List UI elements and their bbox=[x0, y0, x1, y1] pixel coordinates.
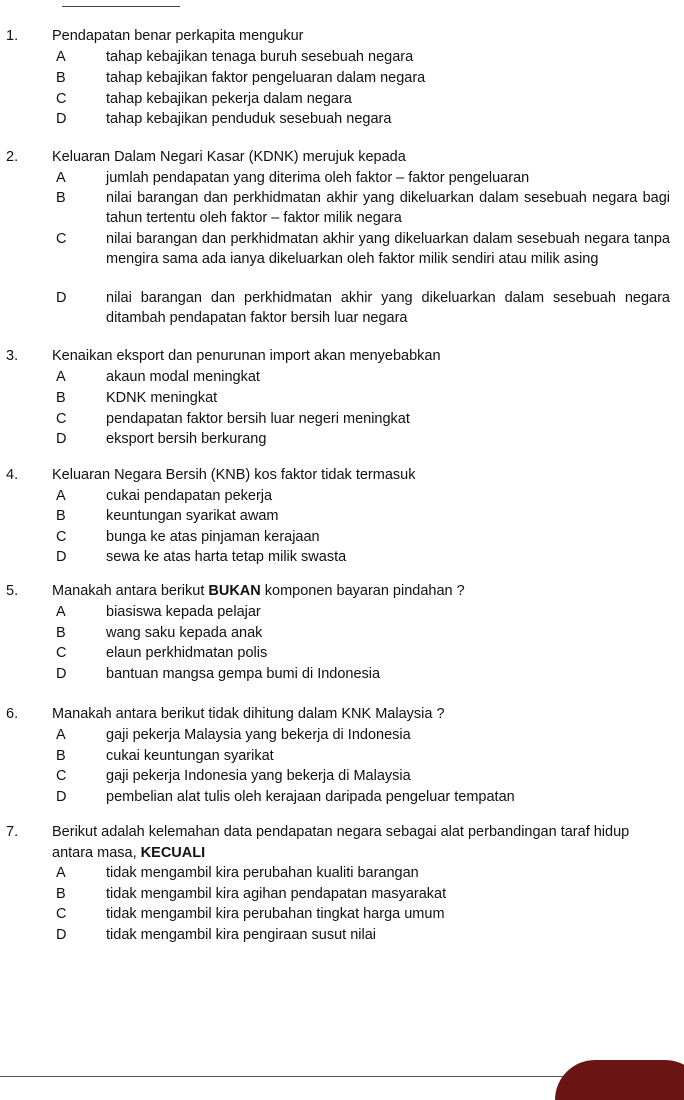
option-text: elaun perkhidmatan polis bbox=[106, 645, 268, 661]
option-letter: C bbox=[56, 906, 67, 922]
option-letter: A bbox=[56, 488, 66, 504]
question-stem: Kenaikan eksport dan penurunan import akan menyebabkan bbox=[52, 348, 441, 364]
option-text: gaji pekerja Indonesia yang bekerja di Malaysia bbox=[106, 768, 411, 784]
option-letter: D bbox=[56, 549, 67, 565]
option-letter: A bbox=[56, 170, 66, 186]
option-letter: D bbox=[56, 290, 67, 306]
option-letter: D bbox=[56, 431, 67, 447]
question-number: 2. bbox=[6, 149, 19, 165]
option-letter: C bbox=[56, 91, 67, 107]
question-number: 3. bbox=[6, 348, 19, 364]
option-letter: B bbox=[56, 625, 66, 641]
question-number: 5. bbox=[6, 583, 19, 599]
option-text: biasiswa kepada pelajar bbox=[106, 604, 261, 620]
question-stem bbox=[52, 582, 667, 600]
bottom-corner-shape bbox=[555, 1060, 684, 1100]
option-letter: C bbox=[56, 231, 67, 247]
option-text: sewa ke atas harta tetap milik swasta bbox=[106, 549, 347, 565]
question-number: 1. bbox=[6, 28, 19, 44]
option-letter: C bbox=[56, 645, 67, 661]
option-text: gaji pekerja Malaysia yang bekerja di Indonesia bbox=[106, 727, 411, 743]
question-stem: Keluaran Negara Bersih (KNB) kos faktor tidak termasuk bbox=[52, 467, 416, 483]
option-text: bantuan mangsa gempa bumi di Indonesia bbox=[106, 666, 381, 682]
option-text: tahap kebajikan pekerja dalam negara bbox=[106, 91, 352, 107]
option-letter: B bbox=[56, 190, 66, 206]
option-letter: D bbox=[56, 666, 67, 682]
option-text: pembelian alat tulis oleh kerajaan daripada pengeluar tempatan bbox=[106, 789, 515, 805]
question-stem: Manakah antara berikut tidak dihitung dalam KNK Malaysia ? bbox=[52, 706, 445, 722]
question-number: 4. bbox=[6, 467, 19, 483]
stem-text: antara masa, bbox=[52, 845, 141, 861]
question-stem: Keluaran Dalam Negari Kasar (KDNK) merujuk kepada bbox=[52, 149, 406, 165]
stem-text: komponen bayaran pindahan ? bbox=[260, 583, 465, 599]
option-text: keuntungan syarikat awam bbox=[106, 508, 279, 524]
option-letter: B bbox=[56, 748, 66, 764]
option-letter: D bbox=[56, 111, 67, 127]
option-letter: A bbox=[56, 604, 66, 620]
question-number: 7. bbox=[6, 824, 19, 840]
option-letter: D bbox=[56, 927, 67, 943]
option-letter: A bbox=[56, 49, 66, 65]
option-text: tidak mengambil kira perubahan kualiti barangan bbox=[106, 865, 419, 881]
option-text: tidak mengambil kira agihan pendapatan masyarakat bbox=[106, 886, 447, 902]
option-letter: A bbox=[56, 369, 66, 385]
top-rule bbox=[62, 6, 180, 7]
option-text: nilai barangan dan perkhidmatan akhir yang dikeluarkan dalam sesebuah negara tanpa mengira sama ada ianya dikeluarkan oleh faktor milik sendiri atau milik asing bbox=[106, 231, 670, 267]
option-letter: B bbox=[56, 886, 66, 902]
option-text: nilai barangan dan perkhidmatan akhir yang dikeluarkan dalam sesebuah negara ditambah pendapatan faktor bersih luar negara bbox=[106, 290, 670, 326]
option-letter: C bbox=[56, 411, 67, 427]
option-text: jumlah pendapatan yang diterima oleh faktor – faktor pengeluaran bbox=[106, 170, 530, 186]
option-text: akaun modal meningkat bbox=[106, 369, 260, 385]
option-text: tahap kebajikan faktor pengeluaran dalam negara bbox=[106, 70, 426, 86]
question-number: 6. bbox=[6, 706, 19, 722]
option-text: bunga ke atas pinjaman kerajaan bbox=[106, 529, 320, 545]
option-letter: C bbox=[56, 768, 67, 784]
option-letter: D bbox=[56, 789, 67, 805]
question-stem-line-1: Berikut adalah kelemahan data pendapatan negara sebagai alat perbandingan taraf hidup bbox=[52, 824, 630, 840]
question-stem-line-2 bbox=[52, 844, 667, 862]
option-text: KDNK meningkat bbox=[106, 390, 218, 406]
option-text: nilai barangan dan perkhidmatan akhir yang dikeluarkan dalam sesebuah negara bagi tahun tertentu oleh faktor – faktor milik negara bbox=[106, 190, 670, 226]
option-text: tidak mengambil kira pengiraan susut nilai bbox=[106, 927, 377, 943]
stem-emphasis: BUKAN bbox=[208, 583, 261, 599]
option-letter: A bbox=[56, 727, 66, 743]
option-letter: A bbox=[56, 865, 66, 881]
option-text: eksport bersih berkurang bbox=[106, 431, 267, 447]
option-letter: B bbox=[56, 390, 66, 406]
option-letter: C bbox=[56, 529, 67, 545]
option-text: tidak mengambil kira perubahan tingkat harga umum bbox=[106, 906, 445, 922]
option-text: tahap kebajikan penduduk sesebuah negara bbox=[106, 111, 392, 127]
stem-emphasis: KECUALI bbox=[140, 845, 206, 861]
option-text: pendapatan faktor bersih luar negeri meningkat bbox=[106, 411, 410, 427]
option-text: tahap kebajikan tenaga buruh sesebuah negara bbox=[106, 49, 414, 65]
question-stem: Pendapatan benar perkapita mengukur bbox=[52, 28, 304, 44]
option-letter: B bbox=[56, 70, 66, 86]
stem-text: Manakah antara berikut bbox=[52, 583, 209, 599]
option-text: cukai pendapatan pekerja bbox=[106, 488, 273, 504]
option-text: wang saku kepada anak bbox=[106, 625, 263, 641]
option-text: cukai keuntungan syarikat bbox=[106, 748, 274, 764]
option-letter: B bbox=[56, 508, 66, 524]
